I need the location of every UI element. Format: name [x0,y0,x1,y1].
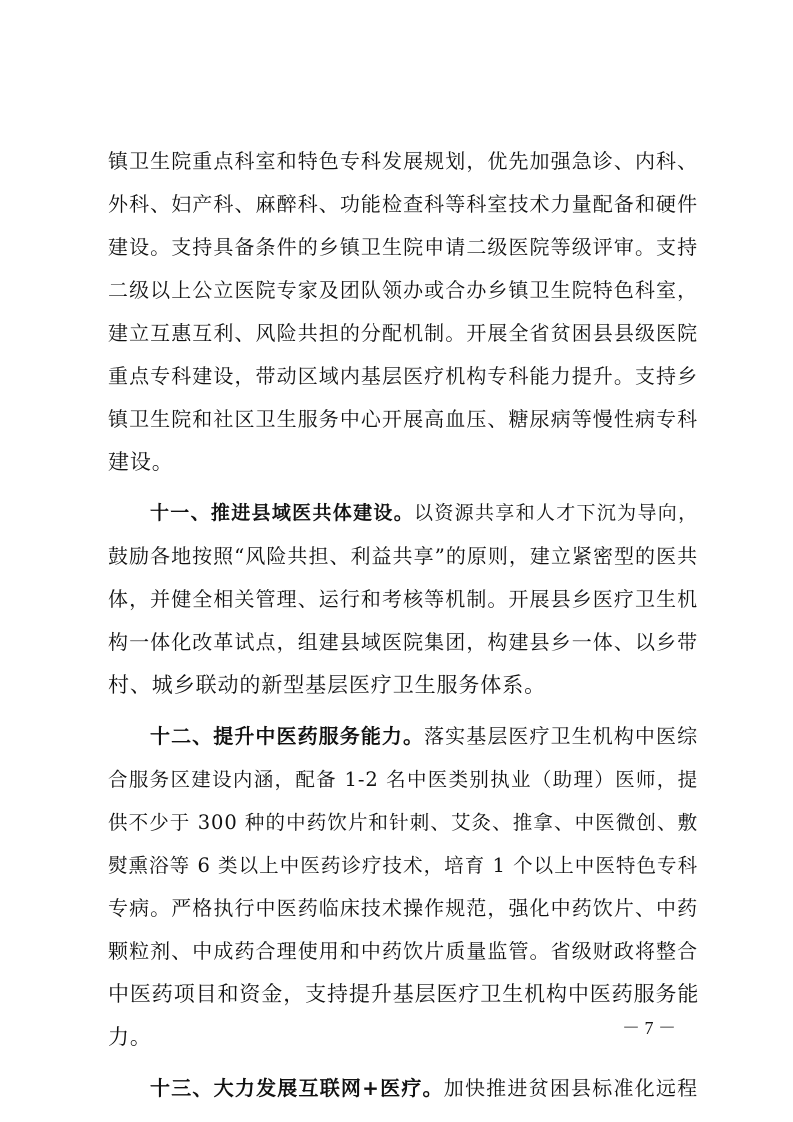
paragraph-first-line [108,1067,698,1110]
paragraph-line: 鼓励各地按照“风险共担、利益共享”的原则，建立紧密型的医共 [108,544,698,568]
paragraph-line: 颗粒剂、中成药合理使用和中药饮片质量监管。省级财政将整合 [108,939,698,963]
paragraph-line: 熨熏浴等 6 类以上中医药诊疗技术，培育 1 个以上中医特色专科 [108,854,698,877]
paragraph-line-text: 以资源共享和人才下沉为导向， [414,502,698,524]
paragraph-internet-healthcare [108,1067,698,1110]
paragraph-line: 村、城乡联动的新型基层医疗卫生服务体系。 [108,673,546,697]
body-text [108,140,698,1110]
paragraph-line: 供不少于 300 种的中药饮片和针刺、艾灸、推拿、中医微创、敷 [108,811,698,834]
paragraph-line-text: 落实基层医疗卫生机构中医综 [424,724,698,748]
paragraph-line: 体，并健全相关管理、运行和考核等机制。开展县乡医疗卫生机 [108,587,698,611]
paragraph-county-medical-alliance [108,492,698,707]
section-heading-13: 十三、大力发展互联网+医疗。 [150,1076,444,1100]
paragraph-line-text: 加快推进贫困县标准化远程 [443,1076,698,1100]
paragraph-line: 重点专科建设，带动区域内基层医疗机构专科能力提升。支持乡 [108,364,698,388]
paragraph-line: 镇卫生院和社区卫生服务中心开展高血压、糖尿病等慢性病专科 [108,407,698,431]
section-heading-11: 十一、推进县域医共体建设。 [150,502,415,524]
paragraph-line: 二级以上公立医院专家及团队领办或合办乡镇卫生院特色科室， [108,278,698,302]
paragraph-line: 力。 [108,1025,152,1049]
paragraph-first-line [108,715,698,758]
paragraph-line: 建设。支持具备条件的乡镇卫生院申请二级医院等级评审。支持 [108,235,698,259]
paragraph-tcm-service [108,715,698,1059]
paragraph-line: 建立互惠互利、风险共担的分配机制。开展全省贫困县县级医院 [108,321,698,345]
page-number: － 7 － [622,1018,676,1038]
paragraph-line: 构一体化改革试点，组建县域医院集团，构建县乡一体、以乡带 [108,630,698,654]
paragraph-line: 建设。 [108,450,174,474]
paragraph-line: 合服务区建设内涵，配备 1-2 名中医类别执业（助理）医师，提 [108,768,698,791]
paragraph-line: 外科、妇产科、麻醉科、功能检查科等科室技术力量配备和硬件 [108,192,698,216]
paragraph-specialty-development [108,140,698,484]
section-heading-12: 十二、提升中医药服务能力。 [150,724,425,748]
paragraph-first-line [108,492,698,535]
paragraph-line: 镇卫生院重点科室和特色专科发展规划，优先加强急诊、内科、 [108,149,698,173]
paragraph-line: 中医药项目和资金，支持提升基层医疗卫生机构中医药服务能 [108,982,700,1006]
paragraph-line: 专病。严格执行中医药临床技术操作规范，强化中药饮片、中药 [108,896,698,920]
